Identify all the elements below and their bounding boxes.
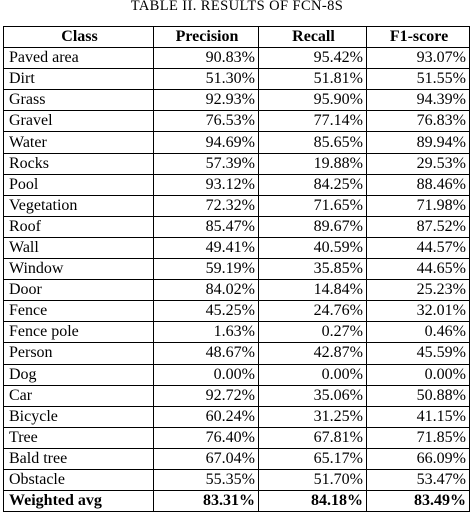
recall-cell: 31.25% — [259, 406, 367, 427]
class-cell: Bald tree — [4, 448, 154, 469]
f1-cell: 51.55% — [367, 69, 470, 90]
precision-cell: 57.39% — [154, 153, 259, 174]
class-cell: Wall — [4, 237, 154, 258]
recall-cell: 35.06% — [259, 385, 367, 406]
summary-label-cell: Weighted avg — [4, 491, 154, 512]
f1-cell: 29.53% — [367, 153, 470, 174]
header-class: Class — [4, 27, 154, 48]
precision-cell: 1.63% — [154, 322, 259, 343]
class-cell: Tree — [4, 427, 154, 448]
recall-cell: 65.17% — [259, 448, 367, 469]
recall-cell: 51.81% — [259, 69, 367, 90]
table-body — [4, 48, 470, 491]
f1-cell: 50.88% — [367, 385, 470, 406]
table-row — [4, 174, 470, 195]
precision-cell: 92.93% — [154, 90, 259, 111]
table-row — [4, 301, 470, 322]
f1-cell: 0.46% — [367, 322, 470, 343]
precision-cell: 60.24% — [154, 406, 259, 427]
f1-cell: 25.23% — [367, 280, 470, 301]
table-row — [4, 132, 470, 153]
header-f1-score: F1-score — [367, 27, 470, 48]
table-row — [4, 385, 470, 406]
table-row — [4, 90, 470, 111]
recall-cell: 85.65% — [259, 132, 367, 153]
summary-precision-cell: 83.31% — [154, 491, 259, 512]
f1-cell: 94.39% — [367, 90, 470, 111]
class-cell: Rocks — [4, 153, 154, 174]
recall-cell: 77.14% — [259, 111, 367, 132]
table-row — [4, 364, 470, 385]
table-row — [4, 406, 470, 427]
f1-cell: 93.07% — [367, 48, 470, 69]
recall-cell: 71.65% — [259, 195, 367, 216]
recall-cell: 51.70% — [259, 469, 367, 490]
precision-cell: 76.53% — [154, 111, 259, 132]
table-caption — [0, 0, 474, 26]
class-cell: Obstacle — [4, 469, 154, 490]
precision-cell: 67.04% — [154, 448, 259, 469]
table-row — [4, 427, 470, 448]
class-cell: Dog — [4, 364, 154, 385]
class-cell: Gravel — [4, 111, 154, 132]
recall-cell: 19.88% — [259, 153, 367, 174]
precision-cell: 55.35% — [154, 469, 259, 490]
class-cell: Fence pole — [4, 322, 154, 343]
table-row — [4, 111, 470, 132]
table-row — [4, 153, 470, 174]
weighted-avg-row — [4, 491, 470, 512]
header-precision: Precision — [154, 27, 259, 48]
precision-cell: 76.40% — [154, 427, 259, 448]
table-row — [4, 259, 470, 280]
precision-cell: 59.19% — [154, 259, 259, 280]
recall-cell: 84.25% — [259, 174, 367, 195]
recall-cell: 67.81% — [259, 427, 367, 448]
recall-cell: 0.00% — [259, 364, 367, 385]
table-row — [4, 343, 470, 364]
class-cell: Vegetation — [4, 195, 154, 216]
f1-cell: 44.57% — [367, 237, 470, 258]
f1-cell: 53.47% — [367, 469, 470, 490]
class-cell: Pool — [4, 174, 154, 195]
precision-cell: 85.47% — [154, 216, 259, 237]
recall-cell: 40.59% — [259, 237, 367, 258]
summary-f1-cell: 83.49% — [367, 491, 470, 512]
f1-cell: 87.52% — [367, 216, 470, 237]
table-row — [4, 280, 470, 301]
f1-cell: 66.09% — [367, 448, 470, 469]
f1-cell: 88.46% — [367, 174, 470, 195]
precision-cell: 84.02% — [154, 280, 259, 301]
class-cell: Grass — [4, 90, 154, 111]
f1-cell: 44.65% — [367, 259, 470, 280]
table-row — [4, 48, 470, 69]
recall-cell: 0.27% — [259, 322, 367, 343]
header-recall: Recall — [259, 27, 367, 48]
precision-cell: 94.69% — [154, 132, 259, 153]
table-row — [4, 195, 470, 216]
table-row — [4, 216, 470, 237]
header-row — [4, 27, 470, 48]
precision-cell: 90.83% — [154, 48, 259, 69]
class-cell: Door — [4, 280, 154, 301]
f1-cell: 71.98% — [367, 195, 470, 216]
recall-cell: 95.90% — [259, 90, 367, 111]
table-row — [4, 448, 470, 469]
table-row — [4, 469, 470, 490]
recall-cell: 24.76% — [259, 301, 367, 322]
class-cell: Water — [4, 132, 154, 153]
precision-cell: 93.12% — [154, 174, 259, 195]
class-cell: Window — [4, 259, 154, 280]
precision-cell: 49.41% — [154, 237, 259, 258]
f1-cell: 76.83% — [367, 111, 470, 132]
f1-cell: 32.01% — [367, 301, 470, 322]
summary-recall-cell: 84.18% — [259, 491, 367, 512]
table-row — [4, 69, 470, 90]
class-cell: Bicycle — [4, 406, 154, 427]
f1-cell: 0.00% — [367, 364, 470, 385]
table-row — [4, 237, 470, 258]
class-cell: Dirt — [4, 69, 154, 90]
precision-cell: 51.30% — [154, 69, 259, 90]
class-cell: Fence — [4, 301, 154, 322]
recall-cell: 35.85% — [259, 259, 367, 280]
table-caption-text: TABLE II. RESULTS OF FCN-8S — [130, 0, 344, 14]
precision-cell: 48.67% — [154, 343, 259, 364]
precision-cell: 72.32% — [154, 195, 259, 216]
class-cell: Paved area — [4, 48, 154, 69]
precision-cell: 45.25% — [154, 301, 259, 322]
recall-cell: 95.42% — [259, 48, 367, 69]
results-table — [3, 26, 470, 512]
recall-cell: 14.84% — [259, 280, 367, 301]
class-cell: Car — [4, 385, 154, 406]
class-cell: Person — [4, 343, 154, 364]
f1-cell: 71.85% — [367, 427, 470, 448]
precision-cell: 0.00% — [154, 364, 259, 385]
f1-cell: 89.94% — [367, 132, 470, 153]
f1-cell: 45.59% — [367, 343, 470, 364]
class-cell: Roof — [4, 216, 154, 237]
precision-cell: 92.72% — [154, 385, 259, 406]
recall-cell: 42.87% — [259, 343, 367, 364]
table-row — [4, 322, 470, 343]
f1-cell: 41.15% — [367, 406, 470, 427]
recall-cell: 89.67% — [259, 216, 367, 237]
